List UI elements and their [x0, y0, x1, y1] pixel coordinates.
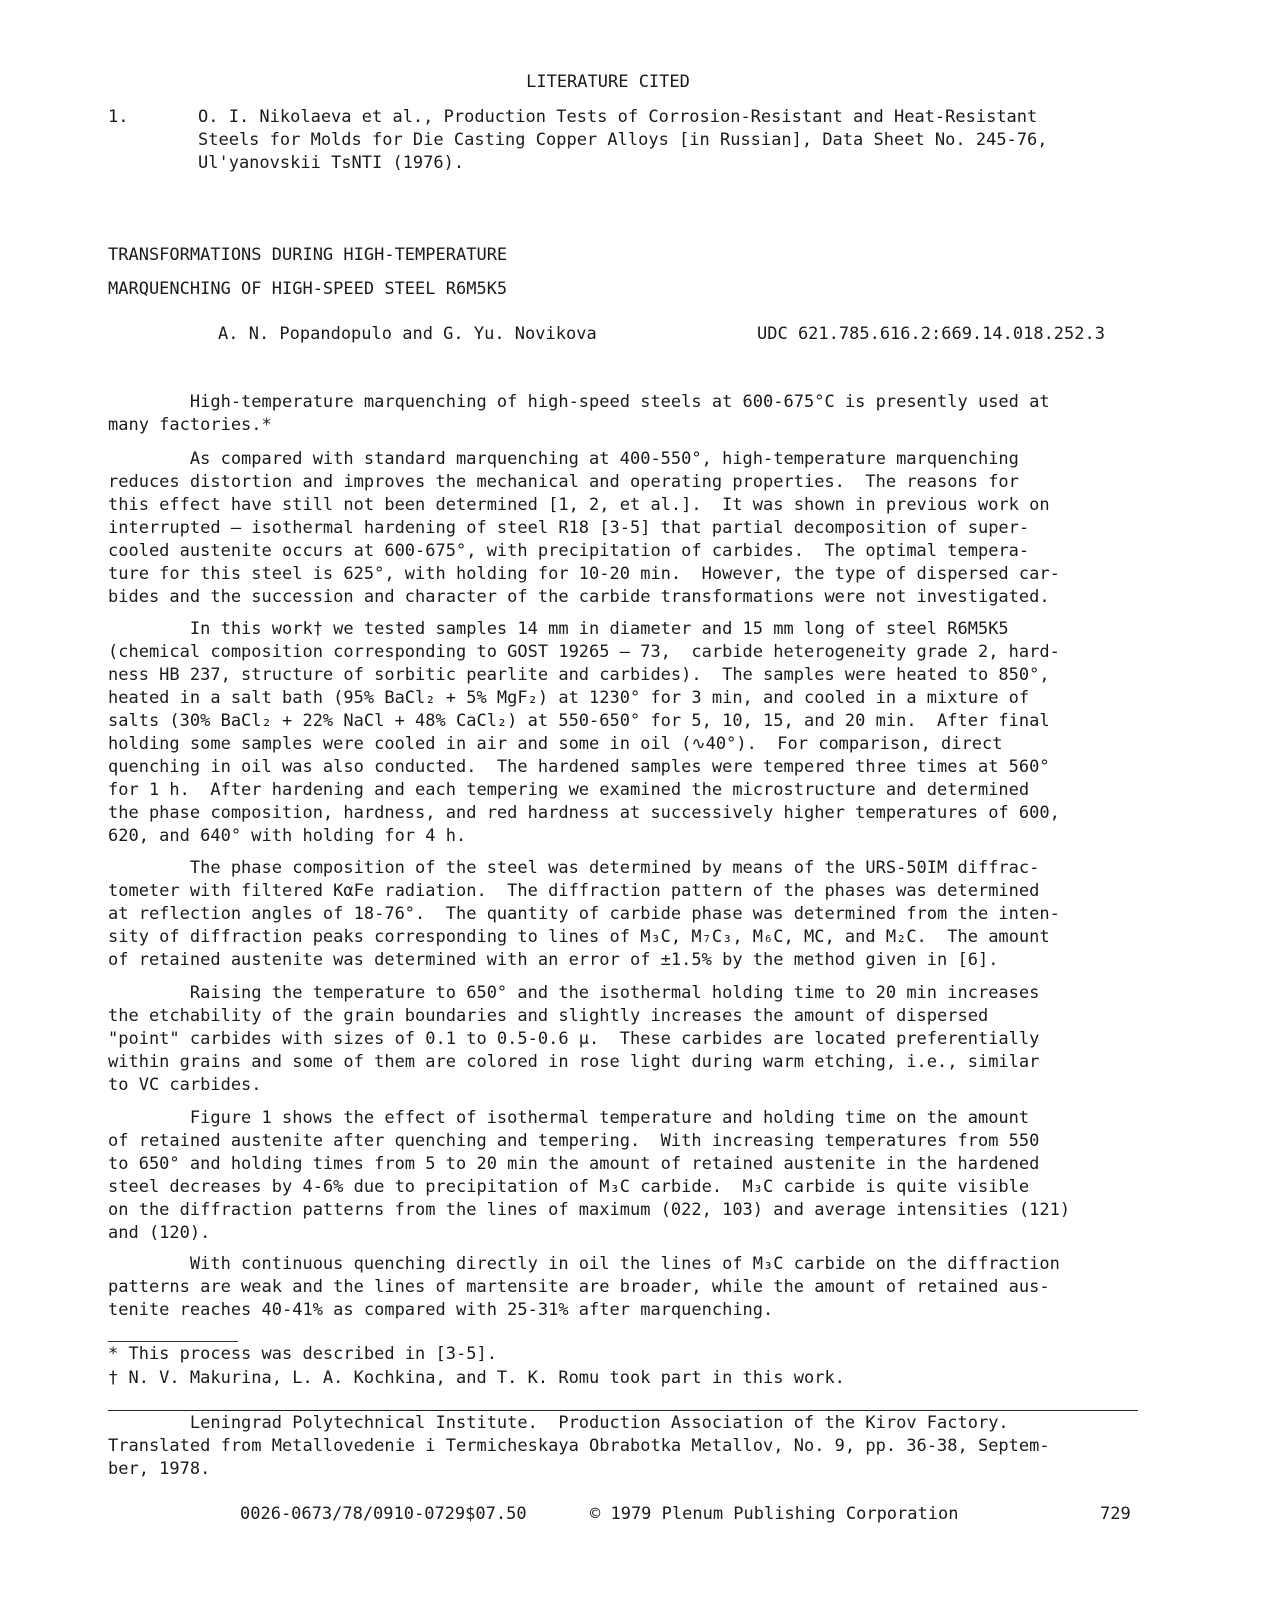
text-line: of retained austenite was determined with an error of ±1.5% by the method given in [6]. [108, 950, 999, 970]
text-line: Figure 1 shows the effect of isothermal temperature and holding time on the amount [108, 1108, 1030, 1128]
article-authors: A. N. Popandopulo and G. Yu. Novikova [218, 324, 597, 344]
text-line: for 1 h. After hardening and each tempering we examined the microstructure and determined [108, 780, 1030, 800]
text-line: ness HB 237, structure of sorbitic pearlite and carbides). The samples were heated to 850°, [108, 665, 1050, 685]
affiliation-rule [108, 1410, 1138, 1411]
text-line: many factories.* [108, 415, 272, 435]
paragraph [108, 1107, 1158, 1245]
literature-heading: LITERATURE CITED [526, 72, 690, 92]
affiliation-note [108, 1412, 1158, 1481]
paragraph [108, 982, 1158, 1097]
text-line: The phase composition of the steel was determined by means of the URS-50IM diffrac- [108, 858, 1040, 878]
text-line: to VC carbides. [108, 1075, 262, 1095]
reference-line: O. I. Nikolaeva et al., Production Tests of Corrosion-Resistant and Heat-Resistant [198, 107, 1038, 127]
text-line: bides and the succession and character of the carbide transformations were not investigated. [108, 587, 1050, 607]
text-line: heated in a salt bath (95% BaCl₂ + 5% MgF₂) at 1230° for 3 min, and cooled in a mixture of [108, 688, 1030, 708]
text-line: to 650° and holding times from 5 to 20 min the amount of retained austenite in the hardened [108, 1154, 1040, 1174]
article-title-line-2: MARQUENCHING OF HIGH-SPEED STEEL R6M5K5 [108, 279, 508, 299]
text-line: Translated from Metallovedenie i Termicheskaya Obrabotka Metallov, No. 9, pp. 36-38, Septem- [108, 1436, 1050, 1456]
text-line: With continuous quenching directly in oil the lines of M₃C carbide on the diffraction [108, 1254, 1060, 1274]
publication-code: 0026-0673/78/0910-0729$07.50 [240, 1504, 527, 1524]
text-line: As compared with standard marquenching at 400-550°, high-temperature marquenching [108, 449, 1019, 469]
text-line: Leningrad Polytechnical Institute. Production Association of the Kirov Factory. [108, 1413, 1009, 1433]
udc-code: UDC 621.785.616.2:669.14.018.252.3 [757, 324, 1105, 344]
page-number: 729 [1100, 1504, 1131, 1524]
footnote: † N. V. Makurina, L. A. Kochkina, and T. K. Romu took part in this work. [108, 1368, 845, 1388]
paragraph [108, 391, 1158, 437]
text-line: this effect have still not been determined [1, 2, et al.]. It was shown in previous work on [108, 495, 1050, 515]
text-line: ber, 1978. [108, 1459, 211, 1479]
text-line: on the diffraction patterns from the lines of maximum (022, 103) and average intensities (121) [108, 1200, 1071, 1220]
footnote-rule [108, 1341, 238, 1342]
text-line: the etchability of the grain boundaries and slightly increases the amount of dispersed [108, 1006, 989, 1026]
text-line: sity of diffraction peaks corresponding to lines of M₃C, M₇C₃, M₆C, MC, and M₂C. The amount [108, 927, 1050, 947]
text-line: patterns are weak and the lines of martensite are broader, while the amount of retained aus- [108, 1277, 1050, 1297]
text-line: holding some samples were cooled in air and some in oil (∿40°). For comparison, direct [108, 734, 1003, 754]
reference-entry [198, 106, 1158, 175]
text-line: tenite reaches 40-41% as compared with 25-31% after marquenching. [108, 1300, 774, 1320]
text-line: In this work† we tested samples 14 mm in diameter and 15 mm long of steel R6M5K5 [108, 619, 1009, 639]
text-line: reduces distortion and improves the mechanical and operating properties. The reasons for [108, 472, 1019, 492]
text-line: "point" carbides with sizes of 0.1 to 0.5-0.6 μ. These carbides are located preferentially [108, 1029, 1040, 1049]
article-title-line-1: TRANSFORMATIONS DURING HIGH-TEMPERATURE [108, 245, 508, 265]
reference-number: 1. [108, 107, 129, 127]
text-line: Raising the temperature to 650° and the isothermal holding time to 20 min increases [108, 983, 1040, 1003]
reference-line: Ul'yanovskii TsNTI (1976). [198, 153, 465, 173]
paragraph [108, 1253, 1158, 1322]
copyright-notice: © 1979 Plenum Publishing Corporation [590, 1504, 959, 1524]
text-line: tometer with filtered KαFe radiation. The diffraction pattern of the phases was determined [108, 881, 1040, 901]
text-line: steel decreases by 4-6% due to precipitation of M₃C carbide. M₃C carbide is quite visible [108, 1177, 1030, 1197]
text-line: and (120). [108, 1223, 211, 1243]
text-line: salts (30% BaCl₂ + 22% NaCl + 48% CaCl₂) at 550-650° for 5, 10, 15, and 20 min. After final [108, 711, 1050, 731]
text-line: ture for this steel is 625°, with holding for 10-20 min. However, the type of dispersed car- [108, 564, 1060, 584]
text-line: quenching in oil was also conducted. The hardened samples were tempered three times at 560° [108, 757, 1050, 777]
text-line: 620, and 640° with holding for 4 h. [108, 826, 467, 846]
text-line: of retained austenite after quenching and tempering. With increasing temperatures from 550 [108, 1131, 1040, 1151]
paragraph [108, 448, 1158, 609]
text-line: interrupted — isothermal hardening of steel R18 [3-5] that partial decomposition of super- [108, 518, 1030, 538]
footnote: * This process was described in [3-5]. [108, 1344, 497, 1364]
text-line: High-temperature marquenching of high-speed steels at 600-675°C is presently used at [108, 392, 1050, 412]
text-line: within grains and some of them are colored in rose light during warm etching, i.e., similar [108, 1052, 1040, 1072]
text-line: cooled austenite occurs at 600-675°, with precipitation of carbides. The optimal tempera- [108, 541, 1030, 561]
text-line: at reflection angles of 18-76°. The quantity of carbide phase was determined from the inten- [108, 904, 1060, 924]
reference-line: Steels for Molds for Die Casting Copper Alloys [in Russian], Data Sheet No. 245-76, [198, 130, 1048, 150]
paragraph [108, 618, 1158, 848]
text-line: the phase composition, hardness, and red hardness at successively higher temperatures of 600, [108, 803, 1060, 823]
paragraph [108, 857, 1158, 972]
text-line: (chemical composition corresponding to GOST 19265 — 73, carbide heterogeneity grade 2, hard- [108, 642, 1060, 662]
